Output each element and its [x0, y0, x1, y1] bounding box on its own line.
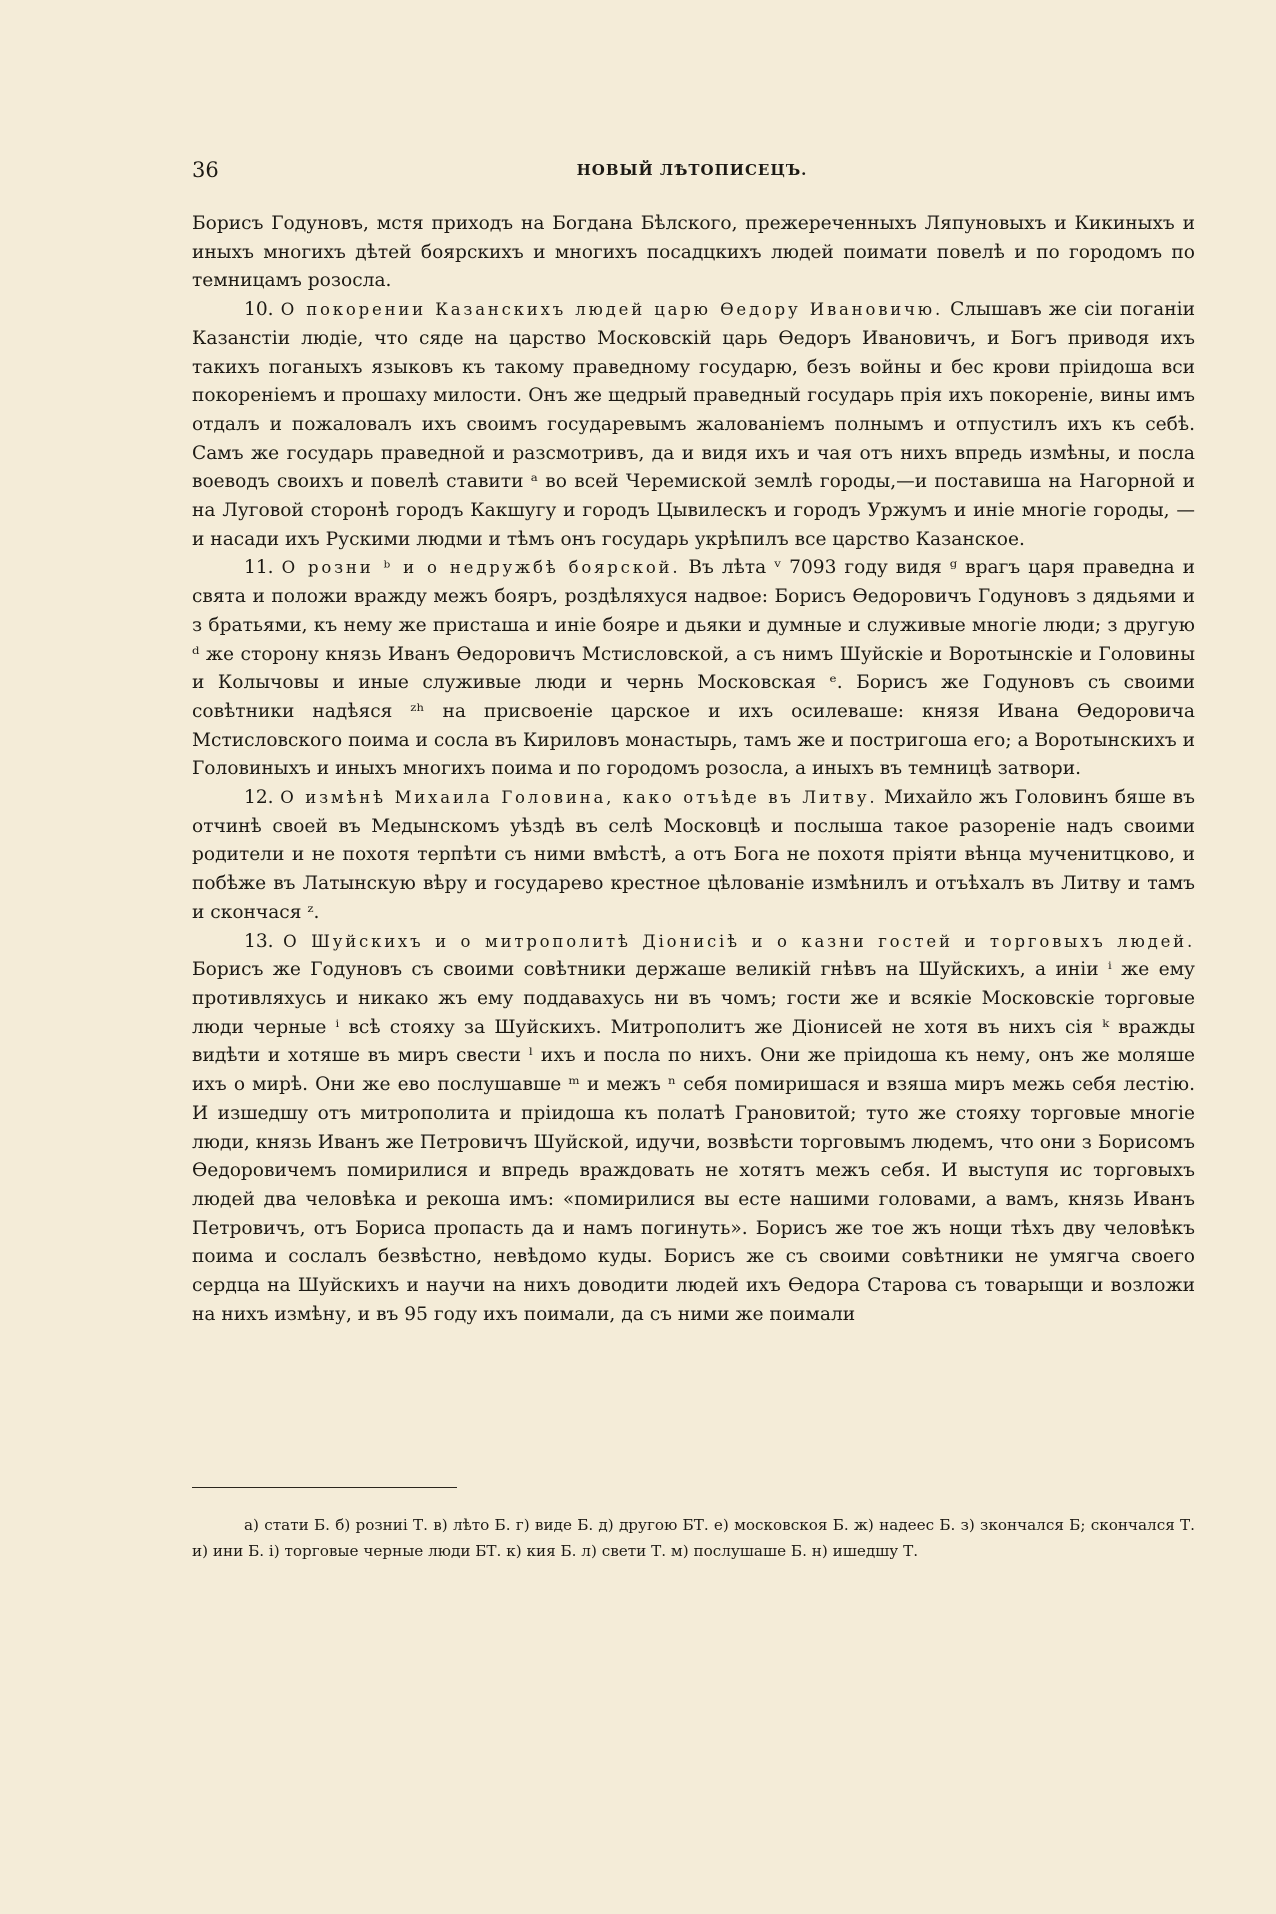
section-text: Въ лѣта ᵛ 7093 году видя ᵍ врагъ царя праведна и свята и положи вражду межъ бояръ, роздѣляхуся надвое: Борисъ Ѳедоровичъ Годуновъ з дядьями и з братьями, къ нему же присташа и иніе бояре и дьяки и думные и служивые многіе люди; з другую ᵈ же сторону князь Иванъ Ѳедоровичъ Мстисловской, а съ нимъ Шуйскіе и Воротынскіе и Головины и Колычовы и иные служивые люди и чернь Московская ᵉ. Борисъ же Годуновъ съ своими совѣтники надѣяся ᶻʰ на присвоеніе царское и ихъ осилеваше: князя Ивана Ѳедоровича Мстисловского поима и сосла въ Кириловъ монастырь, тамъ же и постригоша его; а Воротынскихъ и Головиныхъ и иныхъ многихъ поима и по городомъ розосла, а иныхъ въ темницѣ затвори.	[192, 557, 1195, 780]
section-text: Слышавъ же сіи поганіи Казанстіи людіе, что сяде на царство Московскій царь Ѳедоръ Ивановичъ, и Богъ приводя ихъ такихъ поганыхъ языковъ къ такому праведному государю, безъ войны и бес крови пріидоша вси покореніемъ и прошаху милости. Онъ же щедрый праведный государь прія ихъ покореніе, вины имъ отдалъ и пожаловалъ ихъ своимъ государевымъ жалованіемъ полнымъ и отпустилъ ихъ къ себѣ. Самъ же государь праведной и разсмотривъ, да и видя ихъ и чая отъ нихъ впредь измѣны, и посла воеводъ своихъ и повелѣ ставити ᵃ во всей Черемиской землѣ городы,—и поставиша на Нагорной и на Луговой сторонѣ городъ Какшугу и городъ Цывилескъ и городъ Уржумъ и иніе многіе городы, — и насади ихъ Рускими людми и тѣмъ онъ государь укрѣпилъ все царство Казанское.	[192, 299, 1195, 550]
body-text	[192, 210, 1195, 1329]
intro-paragraph: Борисъ Годуновъ, мстя приходъ на Богдана Бѣлского, прежереченныхъ Ляпуновыхъ и Кикиныхъ и иныхъ многихъ дѣтей боярскихъ и многихъ посадцкихъ людей поимати повелѣ и по городомъ по темницамъ розосла.	[192, 213, 1195, 292]
running-title: НОВЫЙ ЛѢТОПИСЕЦЪ.	[576, 161, 808, 179]
section-heading: О покорении Казанскихъ людей царю Ѳедору Ивановичю.	[280, 300, 944, 320]
section-number: 10.	[244, 299, 274, 321]
footnote-variants: а) стати Б. б) розниі Т. в) лѣто Б. г) виде Б. д) другою БТ. е) московскоя Б. ж) надеес Б. з) зкончался Б; скончался Т. и) ини Б. і) торговые черные люди БТ. к) кия Б. л) свети Т. м) послушаше Б. н) ишедшу Т.	[192, 1516, 1195, 1560]
footnote-divider	[192, 1487, 457, 1488]
section-10-paragraph	[192, 296, 1195, 554]
section-number: 13.	[244, 930, 274, 952]
section-heading: О Шуйскихъ и о митрополитѣ Діонисіѣ и о казни гостей и торговыхъ людей.	[283, 931, 1195, 951]
section-text: Михайло жъ Головинъ бяше въ отчинѣ своей въ Медынскомъ уѣздѣ въ селѣ Московцѣ и послыша такое разореніе надъ своими родители и не похотя терпѣти съ ними вмѣстѣ, а отъ Бога не похотя пріяти вѣнца мученитцково, и побѣже въ Латынскую вѣру и государево крестное цѣлованіе измѣнилъ и отъѣхалъ въ Литву и тамъ и скончася ᶻ.	[192, 787, 1195, 923]
section-11-paragraph	[192, 554, 1195, 784]
section-12-paragraph	[192, 784, 1195, 928]
section-text: Борисъ же Годуновъ съ своими совѣтники держаше великій гнѣвъ на Шуйскихъ, а иніи ⁱ же ему противляхусь и никако жъ ему поддавахусь ни въ чомъ; гости же и всякіе Московскіе торговые люди черные ⁱ всѣ стояху за Шуйскихъ. Митрополитъ же Діонисей не хотя въ нихъ сія ᵏ вражды видѣти и хотяше въ миръ свести ˡ ихъ и посла по нихъ. Они же пріидоша къ нему, онъ же моляше ихъ о мирѣ. Они же ево послушавше ᵐ и межъ ⁿ себя помиришася и взяша миръ межь себя лестію. И изшедшу отъ митрополита и пріидоша къ полатѣ Грановитой; туто же стояху торговые многіе люди, князь Иванъ же Петровичъ Шуйской, идучи, возвѣсти торговымъ людемъ, что они з Борисомъ Ѳедоровичемъ помирилися и впредь враждовать не хотятъ межъ себя. И выступя ис торговыхъ людей два человѣка и рекоша имъ: «помирилися вы есте нашими головами, а вамъ, князь Иванъ Петровичъ, отъ Бориса пропасть да и намъ погинуть». Борисъ же тое жъ нощи тѣхъ дву человѣкъ поима и сослалъ безвѣстно, невѣдомо куды. Борисъ же съ своими совѣтники не умягча своего сердца на Шуйскихъ и научи на нихъ доводити людей ихъ Ѳедора Старова съ товарыщи и возложи на нихъ измѣну, и въ 95 году ихъ поимали, да съ ними же поимали	[192, 959, 1195, 1325]
page-number: 36	[192, 158, 219, 182]
section-heading: О розни ᵇ и о недружбѣ боярской.	[281, 558, 681, 578]
footnotes	[192, 1512, 1195, 1564]
page-header	[192, 158, 1192, 188]
section-number: 12.	[244, 787, 274, 809]
section-heading: О измѣнѣ Михаила Головина, како отъѣде въ Литву.	[280, 788, 878, 808]
section-13-paragraph	[192, 928, 1195, 1330]
section-number: 11.	[244, 557, 274, 579]
